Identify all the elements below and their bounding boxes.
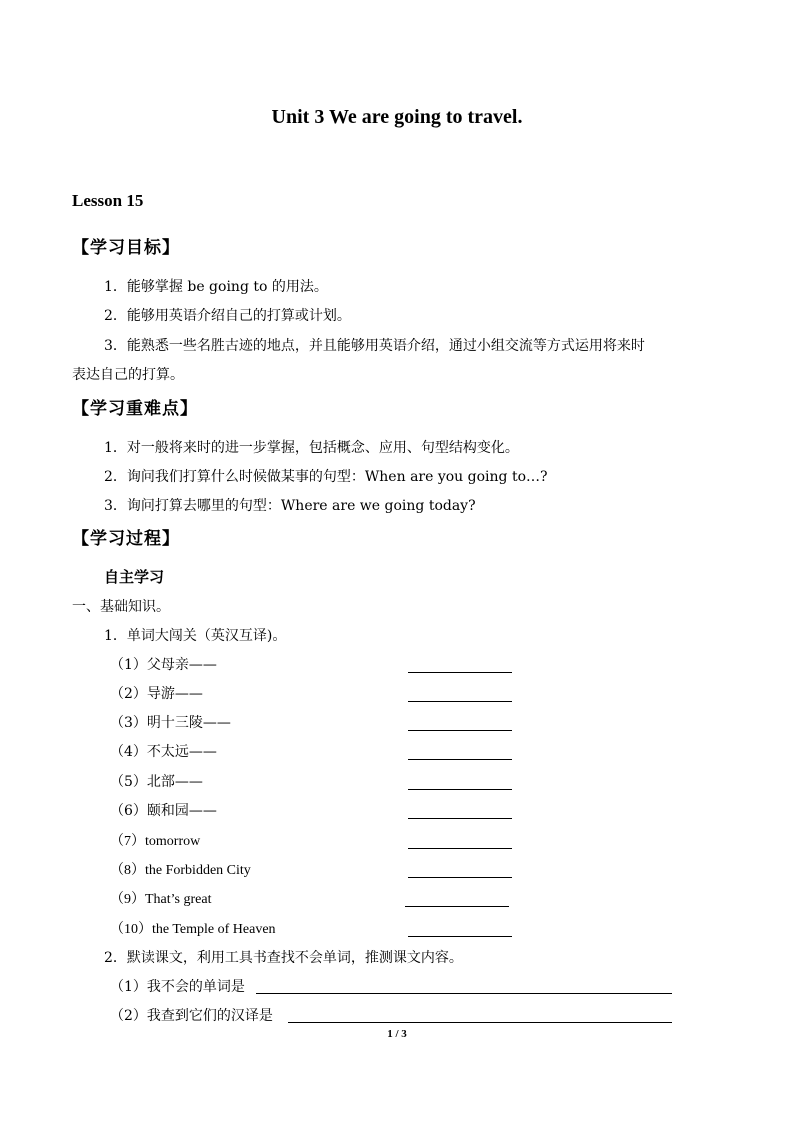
key-point-item-3: 3．询问打算去哪里的句型：Where are we going today? bbox=[104, 498, 476, 514]
objective-item-3-cont: 表达自己的打算。 bbox=[72, 367, 184, 383]
vocab-label: （8）the Forbidden City bbox=[110, 863, 251, 878]
vocab-label: （1）父母亲—— bbox=[110, 657, 217, 673]
lesson-label: Lesson 15 bbox=[72, 191, 144, 210]
page-number: 1 / 3 bbox=[387, 1028, 407, 1040]
vocab-row bbox=[110, 741, 530, 763]
answer-blank[interactable] bbox=[288, 1022, 672, 1023]
answer-blank[interactable] bbox=[408, 848, 512, 849]
answer-blank[interactable] bbox=[408, 759, 512, 760]
vocab-row bbox=[110, 859, 530, 881]
vocab-row bbox=[110, 888, 530, 910]
answer-blank[interactable] bbox=[408, 730, 512, 731]
vocab-row bbox=[110, 771, 530, 793]
answer-blank[interactable] bbox=[408, 877, 512, 878]
vocab-row bbox=[110, 654, 530, 676]
task2-title: 2．默读课文，利用工具书查找不会单词，推测课文内容。 bbox=[104, 950, 463, 966]
key-point-item-2: 2．询问我们打算什么时候做某事的句型：When are you going to…? bbox=[104, 469, 548, 485]
vocab-row bbox=[110, 918, 530, 940]
objective-item-1: 1．能够掌握 be going to 的用法。 bbox=[104, 279, 328, 295]
self-study-label: 自主学习 bbox=[104, 568, 165, 586]
objective-item-2: 2．能够用英语介绍自己的打算或计划。 bbox=[104, 308, 351, 324]
vocab-label: （4）不太远—— bbox=[110, 744, 217, 760]
process-heading: 【学习过程】 bbox=[72, 529, 180, 549]
answer-blank[interactable] bbox=[405, 906, 509, 907]
answer-blank[interactable] bbox=[408, 936, 512, 937]
page-title: Unit 3 We are going to travel. bbox=[271, 106, 523, 128]
vocab-label: （9）That’s great bbox=[110, 892, 212, 907]
key-point-item-1: 1．对一般将来时的进一步掌握，包括概念、应用、句型结构变化。 bbox=[104, 440, 519, 456]
objective-item-3: 3．能熟悉一些名胜古迹的地点，并且能够用英语介绍，通过小组交流等方式运用将来时 bbox=[104, 338, 645, 354]
vocab-label: （3）明十三陵—— bbox=[110, 715, 231, 731]
fill-row-1 bbox=[110, 976, 245, 996]
answer-blank[interactable] bbox=[408, 701, 512, 702]
answer-blank[interactable] bbox=[408, 672, 512, 673]
task1-title: 1．单词大闯关（英汉互译)。 bbox=[104, 628, 287, 644]
vocab-label: （6）颐和园—— bbox=[110, 803, 217, 819]
fill-row-2 bbox=[110, 1005, 273, 1025]
objectives-heading: 【学习目标】 bbox=[72, 238, 180, 258]
vocab-row bbox=[110, 800, 530, 822]
vocab-row bbox=[110, 712, 530, 734]
answer-blank[interactable] bbox=[408, 789, 512, 790]
answer-blank[interactable] bbox=[256, 993, 672, 994]
vocab-label: （5）北部—— bbox=[110, 774, 203, 790]
part-one-label: 一、基础知识。 bbox=[72, 599, 170, 615]
fill-label: （1）我不会的单词是 bbox=[110, 979, 245, 995]
vocab-label: （10）the Temple of Heaven bbox=[110, 922, 276, 937]
vocab-row bbox=[110, 683, 530, 705]
fill-label: （2）我查到它们的汉译是 bbox=[110, 1008, 273, 1024]
vocab-label: （7）tomorrow bbox=[110, 834, 201, 849]
vocab-label: （2）导游—— bbox=[110, 686, 203, 702]
answer-blank[interactable] bbox=[408, 818, 512, 819]
key-points-heading: 【学习重难点】 bbox=[72, 399, 198, 419]
vocab-row bbox=[110, 830, 530, 852]
